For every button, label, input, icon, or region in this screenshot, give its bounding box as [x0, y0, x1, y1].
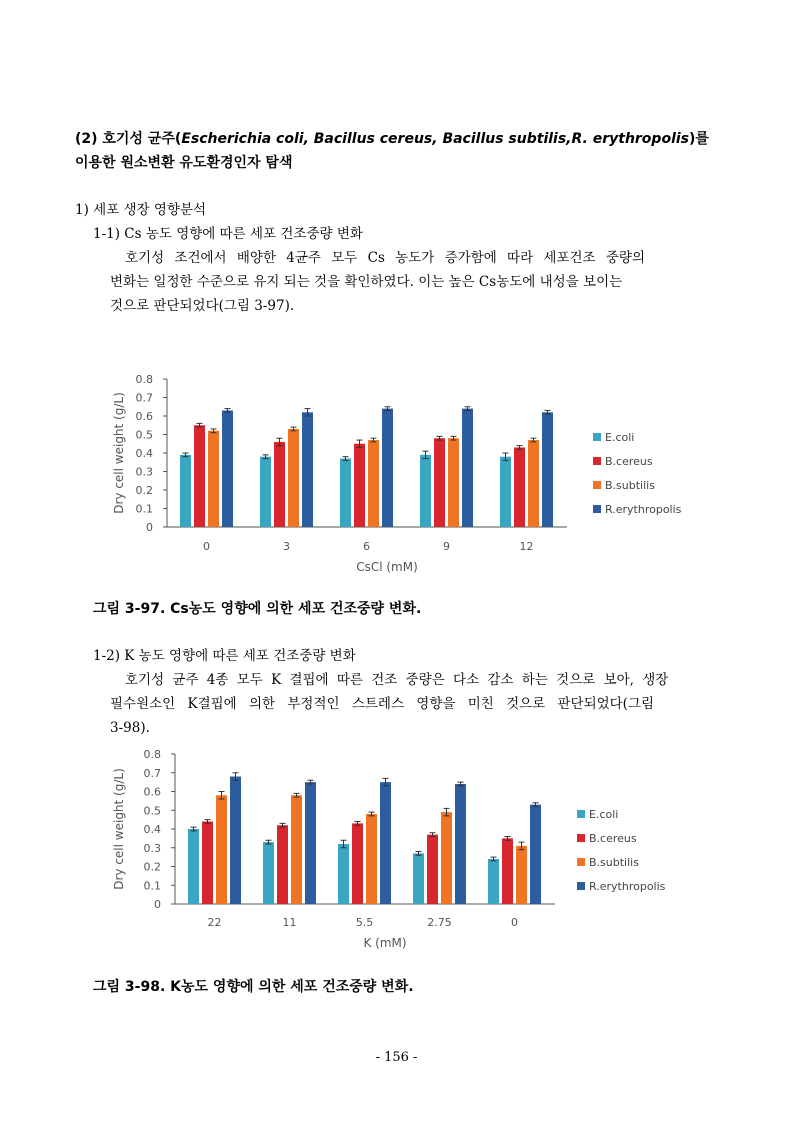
part2-paragraph-line3: 3-98).	[110, 720, 150, 736]
y-tick-label: 0.2	[143, 860, 161, 874]
bar-ecoli	[188, 829, 199, 904]
y-tick-label: 0.3	[143, 841, 161, 855]
bar-bcereus	[427, 835, 438, 904]
bar-ecoli	[420, 455, 431, 527]
x-tick-label: 3	[283, 540, 290, 553]
bar-bsubtilis	[528, 440, 539, 527]
bar-rerythropolis	[380, 782, 391, 904]
legend-label: B.cereus	[589, 832, 637, 845]
bar-ecoli	[413, 853, 424, 904]
heading-suffix: )를	[689, 131, 709, 147]
y-tick-label: 0.6	[135, 410, 153, 423]
legend-label: E.coli	[589, 808, 619, 821]
bar-rerythropolis	[230, 777, 241, 905]
y-tick-label: 0.2	[135, 484, 153, 497]
y-tick-label: 0	[154, 898, 161, 911]
figure-3-98-caption: 그림 3-98. K농도 영향에 의한 세포 건조중량 변화.	[93, 979, 414, 995]
page-number: - 156 -	[375, 1050, 418, 1065]
legend-label: E.coli	[605, 431, 635, 444]
x-tick-label: 22	[207, 916, 222, 929]
y-tick-label: 0.4	[135, 447, 153, 460]
bar-bsubtilis	[368, 440, 379, 527]
bar-bsubtilis	[516, 846, 527, 904]
bar-rerythropolis	[530, 805, 541, 904]
legend-swatch	[593, 433, 601, 441]
legend-swatch	[577, 810, 585, 818]
subsection-title: 1) 세포 생장 영향분석	[75, 202, 207, 218]
figure-3-97-caption: 그림 3-97. Cs농도 영향에 의한 세포 건조중량 변화.	[93, 601, 422, 617]
y-axis-title: Dry cell weight (g/L)	[112, 392, 126, 514]
bar-rerythropolis	[222, 410, 233, 527]
bar-ecoli	[488, 859, 499, 904]
y-tick-label: 0	[146, 521, 153, 534]
y-axis-title: Dry cell weight (g/L)	[112, 768, 126, 890]
bar-bcereus	[202, 822, 213, 905]
cs-concentration-chart	[105, 365, 705, 580]
bar-bsubtilis	[448, 438, 459, 527]
x-axis-title: K (mM)	[363, 936, 407, 950]
x-tick-label: 11	[282, 916, 297, 929]
bar-bcereus	[194, 425, 205, 527]
part2-title: 1-2) K 농도 영향에 따른 세포 건조중량 변화	[93, 648, 356, 664]
y-tick-label: 0.6	[143, 785, 161, 799]
bar-rerythropolis	[302, 412, 313, 527]
y-tick-label: 0.3	[135, 465, 153, 479]
y-tick-label: 0.5	[135, 428, 153, 442]
legend-label: B.subtilis	[589, 856, 639, 869]
x-tick-label: 2.75	[427, 916, 452, 929]
legend-label: R.erythropolis	[589, 880, 666, 893]
legend-swatch	[577, 834, 585, 842]
legend-swatch	[593, 481, 601, 489]
bar-ecoli	[340, 459, 351, 527]
bar-bsubtilis	[291, 795, 302, 904]
x-tick-label: 0	[203, 540, 210, 553]
x-tick-label: 12	[519, 540, 534, 553]
part2-paragraph-line1: 호기성 균주 4종 모두 K 결핍에 따른 건조 중량은 다소 감소 하는 것으로 보아, 생장	[125, 672, 669, 688]
bar-bsubtilis	[208, 431, 219, 527]
bar-rerythropolis	[382, 409, 393, 527]
bar-ecoli	[338, 844, 349, 904]
y-tick-label: 0.5	[143, 804, 161, 818]
y-tick-label: 0.1	[143, 879, 161, 893]
bar-bcereus	[354, 444, 365, 527]
legend-swatch	[593, 457, 601, 465]
part1-paragraph-line3: 것으로 판단되었다(그림 3-97).	[110, 298, 295, 314]
bar-rerythropolis	[462, 409, 473, 527]
bar-bsubtilis	[288, 429, 299, 527]
bar-bsubtilis	[216, 795, 227, 904]
legend-label: B.cereus	[605, 455, 653, 468]
bar-bcereus	[277, 825, 288, 904]
bar-bcereus	[274, 442, 285, 527]
x-tick-label: 5.5	[355, 916, 374, 929]
bar-bcereus	[502, 838, 513, 904]
part1-title: 1-1) Cs 농도 영향에 따른 세포 건조중량 변화	[93, 226, 363, 242]
bar-ecoli	[180, 455, 191, 527]
y-tick-label: 0.8	[135, 373, 153, 386]
bar-bcereus	[352, 823, 363, 904]
part1-paragraph-line2: 변화는 일정한 수준으로 유지 되는 것을 확인하였다. 이는 높은 Cs농도에 내성을 보이는	[110, 274, 623, 290]
legend-swatch	[577, 882, 585, 890]
heading-prefix: (2) 호기성 균주(	[75, 131, 182, 147]
bar-rerythropolis	[455, 784, 466, 904]
section-heading-line2: 이용한 원소변환 유도환경인자 탐색	[75, 155, 293, 171]
y-tick-label: 0.7	[135, 391, 153, 405]
bar-ecoli	[260, 457, 271, 527]
legend-label: R.erythropolis	[605, 503, 682, 516]
part2-paragraph-line2: 필수원소인 K결핍에 의한 부정적인 스트레스 영향을 미친 것으로 판단되었다(그림	[110, 696, 655, 712]
bar-bcereus	[514, 447, 525, 527]
section-heading-line1	[75, 128, 709, 150]
y-tick-label: 0.1	[135, 502, 153, 516]
part1-paragraph-line1: 호기성 조건에서 배양한 4균주 모두 Cs 농도가 증가함에 따라 세포건조 중량의	[125, 250, 645, 266]
bar-rerythropolis	[542, 412, 553, 527]
bar-ecoli	[500, 457, 511, 527]
x-tick-label: 0	[511, 916, 518, 929]
bar-bcereus	[434, 438, 445, 527]
bar-bsubtilis	[441, 812, 452, 904]
y-tick-label: 0.4	[143, 823, 161, 836]
bar-bsubtilis	[366, 814, 377, 904]
x-axis-title: CsCl (mM)	[356, 560, 418, 574]
legend-swatch	[577, 858, 585, 866]
heading-species: Escherichia coli, Bacillus cereus, Bacillus subtilis,R. erythropolis	[181, 131, 689, 147]
y-tick-label: 0.7	[143, 766, 161, 780]
x-tick-label: 9	[443, 540, 450, 553]
k-concentration-chart	[105, 740, 705, 955]
bar-ecoli	[263, 842, 274, 904]
bar-rerythropolis	[305, 782, 316, 904]
x-tick-label: 6	[363, 540, 370, 553]
legend-label: B.subtilis	[605, 479, 655, 492]
legend-swatch	[593, 505, 601, 513]
y-tick-label: 0.8	[143, 748, 161, 761]
